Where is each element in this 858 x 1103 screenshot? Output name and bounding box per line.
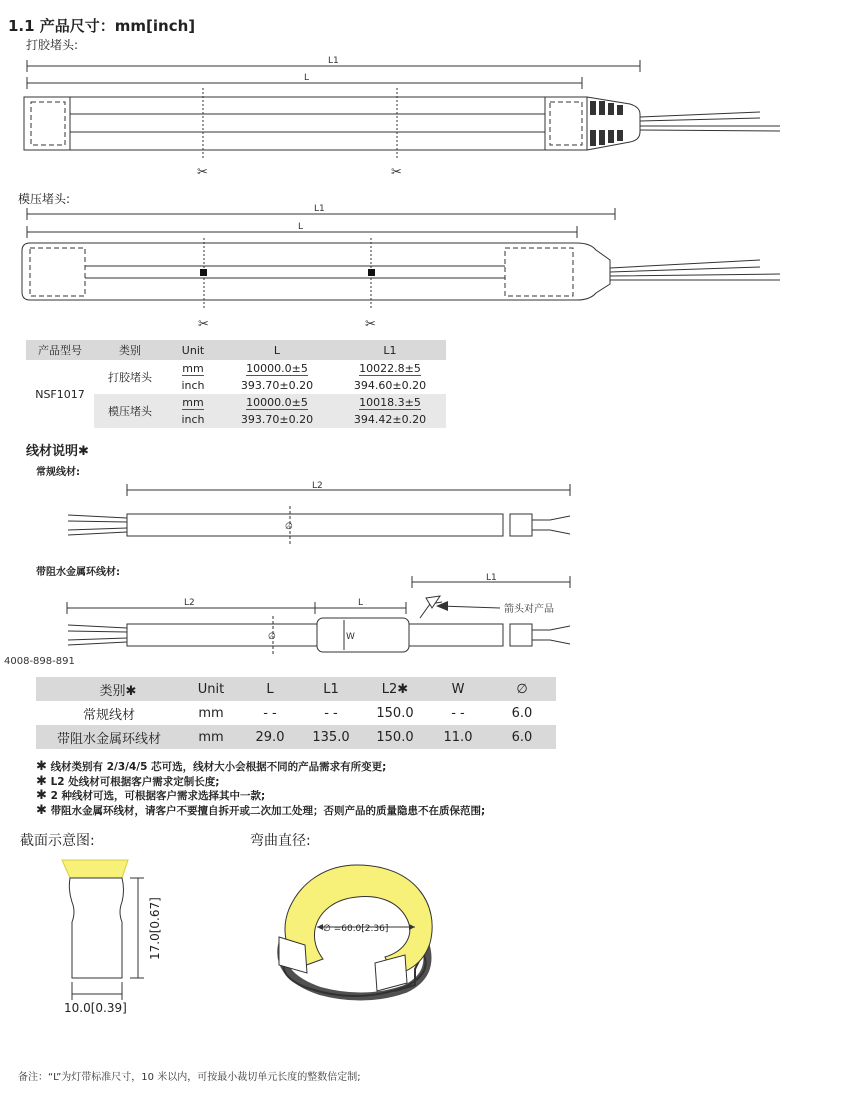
table-cell: mm [198,705,224,721]
table-header: 类别 [94,340,166,360]
table-header: 类别 [99,683,126,699]
mold-l1-label: L1 [314,204,325,214]
notes-list [36,760,485,818]
wire-spec-table [36,677,556,749]
mold-strip-drawing [0,200,858,335]
star-icon: ✱ [36,759,47,774]
unit-cell: inch [166,411,220,428]
table-header: 产品型号 [26,340,94,360]
arrow-note-label: 箭头对产品 [504,604,554,615]
star-icon: ✱ [397,681,409,697]
list-item [36,789,485,804]
star-icon: ✱ [78,444,89,459]
value-cell: 394.60±0.20 [353,379,427,392]
value-cell: 10000.0±5 [246,396,308,409]
list-item [36,760,485,775]
table-cell: - - [263,705,277,721]
table-cell: 29.0 [240,725,300,749]
shielded-w-label: W [346,632,355,642]
scissors-icon: ✂ [198,317,209,332]
scissors-icon: ✂ [365,317,376,332]
unit-cell: mm [182,362,204,375]
note-text: L2 处线材可根据客户需求定制长度; [50,775,220,788]
cross-width-label: 10.0[0.39] [64,1001,127,1015]
shielded-l-label: L [358,598,364,608]
note-text: 带阻水金属环线材，请客户不要擅自拆开或二次加工处理；否则产品的质量隐患不在质保范围; [50,804,486,817]
star-icon: ✱ [36,802,47,818]
cross-height-label: 17.0[0.67] [148,897,162,960]
product-spec-table [26,340,446,428]
table-header: L1 [334,340,446,360]
star-icon: ✱ [36,788,47,803]
table-header: W [428,677,488,701]
wire-title-text: 线材说明 [26,444,79,459]
value-cell: 393.70±0.20 [240,379,314,392]
table-cell: 150.0 [362,725,428,749]
value-cell: 394.42±0.20 [334,411,446,428]
category-cell: 打胶堵头 [108,371,152,384]
table-cell: 6.0 [488,725,556,749]
shielded-l2-label: L2 [184,598,195,608]
mold-l-label: L [298,222,304,232]
unit-cell: mm [182,396,204,409]
table-cell: 150.0 [376,705,414,721]
list-item [36,775,485,790]
note-text: 线材类别有 2/3/4/5 芯可选，线材大小会根据不同的产品需求有所变更; [50,761,387,773]
glue-strip-drawing [0,52,858,182]
table-cell: - - [324,705,338,721]
table-row [36,701,556,725]
table-header: Unit [166,340,220,360]
list-item [36,804,485,819]
table-cell: 6.0 [511,705,533,721]
glue-l1-label: L1 [328,56,339,66]
star-icon: ✱ [125,683,137,699]
value-cell: 10018.3±5 [359,396,421,409]
value-cell: 10000.0±5 [246,362,308,375]
shielded-wire-label: 带阻水金属环线材: [36,567,120,578]
star-icon: ✱ [36,773,47,789]
table-header: L2 [381,681,398,697]
table-header: Unit [182,677,240,701]
glue-section-label: 打胶堵头: [26,38,79,52]
glue-l-label: L [304,73,310,83]
regular-wire-drawing [0,478,858,548]
note-text: 2 种线材可选，可根据客户需求选择其中一款; [50,790,266,802]
cross-section-title: 截面示意图: [20,833,95,849]
table-row [36,725,556,749]
table-cell: - - [451,705,465,721]
shielded-dia-label: ∅ [268,632,276,642]
cross-section-drawing [40,850,180,1020]
mold-section-label: 模压堵头: [18,192,71,206]
bend-diameter-label: ∅ =60.0[2.36] [323,924,389,934]
table-cell: mm [182,725,240,749]
shielded-wire-drawing [0,568,858,658]
bend-title: 弯曲直径: [250,833,311,849]
table-header: L1 [300,677,362,701]
table-header: ∅ [488,677,556,701]
shielded-l1-label: L1 [486,573,497,583]
scissors-icon: ✂ [197,165,208,180]
value-cell: 393.70±0.20 [220,411,334,428]
table-cell: 135.0 [300,725,362,749]
bend-diameter-drawing [265,855,455,1015]
value-cell: 10022.8±5 [359,362,421,375]
page-title: 1.1 产品尺寸：mm[inch] [8,17,196,35]
table-cell: 常规线材 [82,707,135,723]
table-header: L [220,340,334,360]
remark-text: 备注：“L”为灯带标准尺寸，10 米以内，可按最小裁切单元长度的整数倍定制; [18,1072,361,1083]
scissors-icon: ✂ [391,165,402,180]
table-header: L [240,677,300,701]
phone-number: 4008-898-891 [4,656,75,664]
unit-cell: inch [181,379,205,392]
table-cell: 11.0 [428,725,488,749]
table-cell: 带阻水金属环线材 [36,725,182,749]
wire-section-title [26,440,89,459]
category-cell: 模压堵头 [94,394,166,428]
model-cell: NSF1017 [35,387,85,401]
regular-wire-label: 常规线材: [36,467,80,478]
regular-l2-label: L2 [312,481,323,491]
regular-dia-label: ∅ [285,522,293,532]
